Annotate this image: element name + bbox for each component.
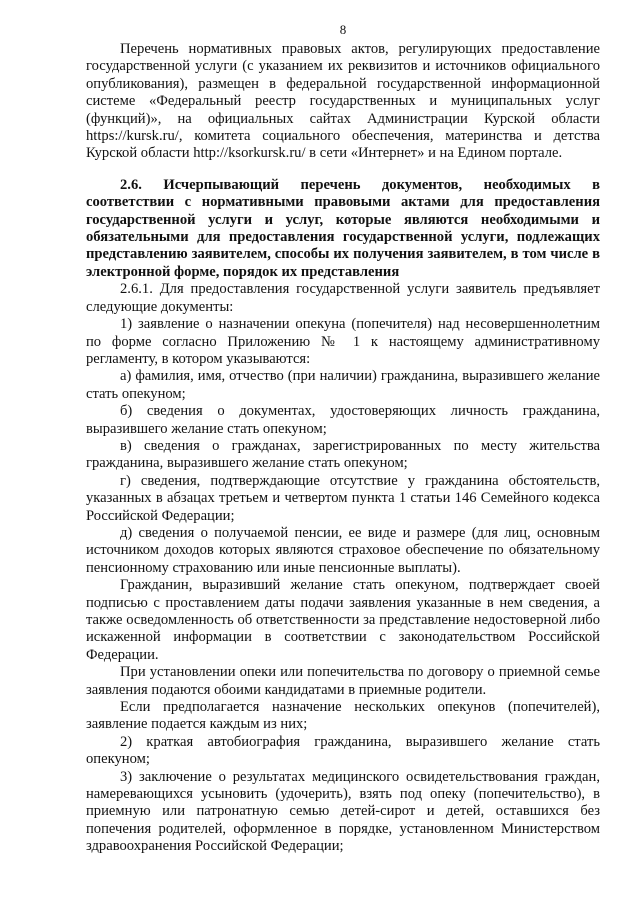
- paragraph-2-6-1: 2.6.1. Для предоставления государственной услуги заявитель предъявляет следующие документы:: [86, 281, 600, 315]
- paragraph-multiple-guardians: Если предполагается назначение нескольких опекунов (попечителей), заявление подается каждым из них;: [86, 699, 600, 733]
- paragraph-item-b: б) сведения о документах, удостоверяющих личность гражданина, выразившего желание стать опекуном;: [86, 403, 600, 437]
- paragraph-legal-acts: Перечень нормативных правовых актов, регулирующих предоставление государственной услуги (с указанием их реквизитов и источников официального опубликования), размещен в федеральной государственной информационной системе «Федеральный реестр государственных и муниципальных услуг (функций)», на официальных сайтах Администрации Курской области https://kursk.ru/, комитета социального обеспечения, материнства и детства Курской области http://ksorkursk.ru/ в сети «Интернет» и на Едином портале.: [86, 41, 600, 162]
- paragraph-item-3: 3) заключение о результатах медицинского освидетельствования граждан, намеревающихся усыновить (удочерить), взять под опеку (попечительство), в приемную или патронатную семью детей-сирот и детей, оставшихся без попечения родителей, оформленное в порядке, установленном Министерством здравоохранения Российской Федерации;: [86, 768, 600, 855]
- paragraph-item-g: г) сведения, подтверждающие отсутствие у гражданина обстоятельств, указанных в абзацах третьем и четвертом пункта 1 статьи 146 Семейного кодекса Российской Федерации;: [86, 472, 600, 524]
- section-heading-2-6: 2.6. Исчерпывающий перечень документов, необходимых в соответствии с нормативными правовыми актами для предоставления государственной услуги и услуг, которые являются необходимыми и обязательными для предоставления государственной услуги, подлежащих представлению заявителем, способы их получения заявителем, в том числе в электронной форме, порядок их представления: [86, 176, 600, 280]
- paragraph-item-d: д) сведения о получаемой пенсии, ее виде и размере (для лиц, основным источником доходов которых являются страховое обеспечение по обязательному пенсионному страхованию или иные пенсионные выплаты).: [86, 524, 600, 576]
- paragraph-signature-confirmation: Гражданин, выразивший желание стать опекуном, подтверждает своей подписью с проставлением даты подачи заявления указанные в нем сведения, а также осведомленность об ответственности за представление недостоверной либо искаженной информации в соответствии с законодательством Российской Федерации.: [86, 577, 600, 663]
- paragraph-item-a: а) фамилия, имя, отчество (при наличии) гражданина, выразившего желание стать опекуном;: [86, 368, 600, 402]
- paragraph-item-v: в) сведения о гражданах, зарегистрированных по месту жительства гражданина, выразившего желание стать опекуном;: [86, 437, 600, 472]
- paragraph-item-1: 1) заявление о назначении опекуна (попечителя) над несовершеннолетним по форме согласно Приложению № 1 к настоящему административному регламенту, в котором указываются:: [86, 316, 600, 367]
- paragraph-gap: [86, 163, 600, 177]
- page-number: 8: [339, 22, 347, 37]
- paragraph-foster-family: При установлении опеки или попечительства по договору о приемной семье заявления подаются обоими кандидатами в приемные родители.: [86, 664, 600, 698]
- paragraph-item-2: 2) краткая автобиография гражданина, выразившего желание стать опекуном;: [86, 733, 600, 768]
